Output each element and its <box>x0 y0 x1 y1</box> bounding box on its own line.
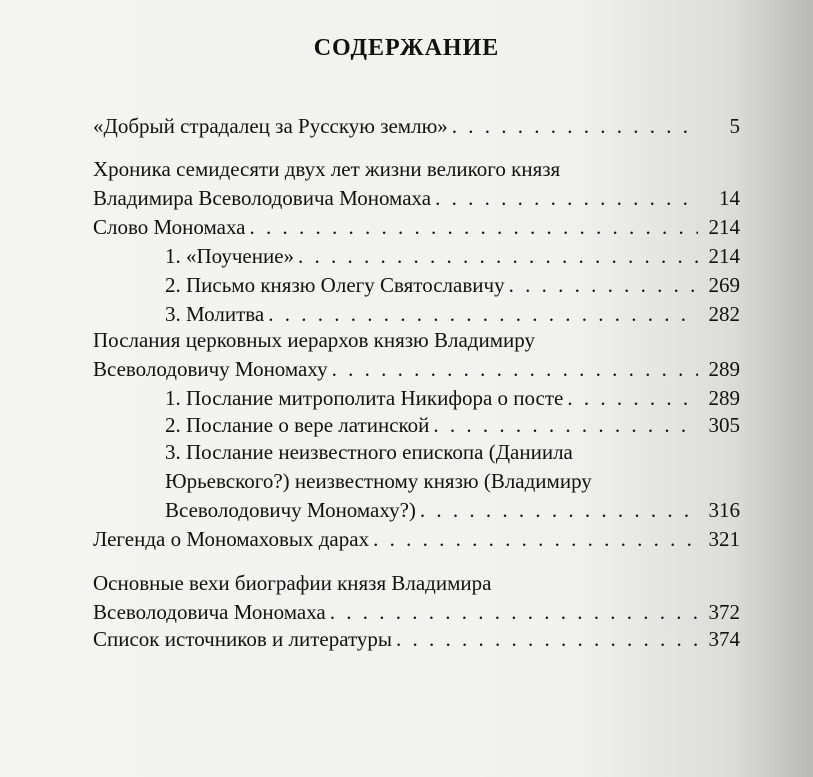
toc-subentry <box>165 412 740 438</box>
toc-entry-title-line: Основные вехи биографии князя Владимира <box>93 571 492 595</box>
dot-leader <box>250 214 698 240</box>
dot-leader <box>420 497 698 523</box>
toc-entry-title-line: Хроника семидесяти двух лет жизни великого князя <box>93 157 561 181</box>
dot-leader <box>567 385 698 411</box>
toc-entry <box>93 626 740 652</box>
dot-leader <box>373 526 698 552</box>
toc-entry-title: 3. Молитва <box>165 302 265 326</box>
toc-page-number: 282 <box>708 302 740 326</box>
toc-entry-title: 1. «Поучение» <box>165 244 295 268</box>
toc-page-number: 289 <box>708 386 740 410</box>
toc-entry <box>93 113 740 139</box>
toc-entry-title: Список источников и литературы <box>93 627 393 651</box>
toc-page-number: 289 <box>708 357 740 381</box>
toc-entry-title: Владимира Всеволодовича Мономаха <box>93 186 432 210</box>
toc-subentry <box>165 243 740 269</box>
toc-page-number: 214 <box>708 215 740 239</box>
dot-leader <box>452 113 698 139</box>
toc-entry <box>93 599 740 625</box>
toc-page-number: 305 <box>708 413 740 437</box>
toc-entry-title: 2. Письмо князю Олегу Святославичу <box>165 273 505 297</box>
toc-entry-title: Всеволодовича Мономаха <box>93 600 326 624</box>
dot-leader <box>330 599 698 625</box>
toc-page-number: 372 <box>708 600 740 624</box>
toc-entry-title: Всеволодовичу Мономаху?) <box>165 498 416 522</box>
dot-leader <box>332 356 698 382</box>
toc-page-number: 316 <box>708 498 740 522</box>
toc-entry-title-line: Послания церковных иерархов князю Владимиру <box>93 328 535 352</box>
toc-page-number: 269 <box>708 273 740 297</box>
toc-subentry <box>165 301 740 327</box>
dot-leader <box>396 626 698 652</box>
page-title: СОДЕРЖАНИЕ <box>313 35 500 61</box>
toc-page-number: 321 <box>708 527 740 551</box>
toc-entry-title: 2. Послание о вере латинской <box>165 413 430 437</box>
toc-subentry <box>165 497 740 523</box>
dot-leader <box>435 185 698 211</box>
dot-leader <box>298 243 698 269</box>
toc-entry-title-line: 3. Послание неизвестного епископа (Даниила <box>165 440 573 464</box>
toc-entry-title-line: Юрьевского?) неизвестному князю (Владимиру <box>165 469 592 493</box>
dot-leader <box>433 412 698 438</box>
toc-entry-title: «Добрый страдалец за Русскую землю» <box>93 114 448 138</box>
dot-leader <box>268 301 698 327</box>
toc-entry-title: Легенда о Мономаховых дарах <box>93 527 370 551</box>
toc-entry <box>93 185 740 211</box>
toc-entry-title: Всеволодовичу Мономаху <box>93 357 328 381</box>
dot-leader <box>509 272 698 298</box>
toc-subentry <box>165 385 740 411</box>
toc-page-number: 5 <box>729 114 740 138</box>
toc-page-number: 14 <box>719 186 740 210</box>
toc-entry-title: 1. Послание митрополита Никифора о посте <box>165 386 564 410</box>
toc-subentry <box>165 272 740 298</box>
toc-entry <box>93 526 740 552</box>
toc-entry <box>93 356 740 382</box>
toc-entry-title: Слово Мономаха <box>93 215 246 239</box>
toc-page-number: 374 <box>708 627 740 651</box>
toc-entry <box>93 214 740 240</box>
toc-page-number: 214 <box>708 244 740 268</box>
